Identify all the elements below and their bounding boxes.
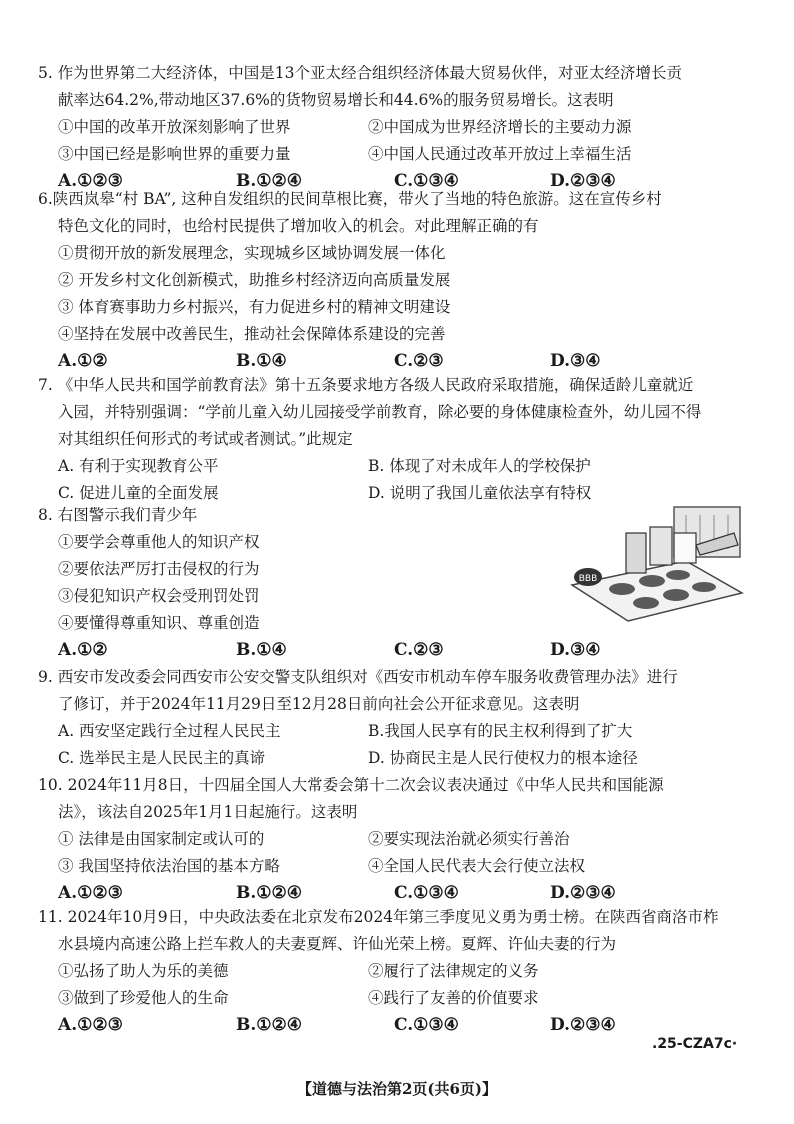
ink-pad xyxy=(633,597,659,609)
options-row xyxy=(38,745,768,772)
options-row xyxy=(38,453,768,480)
paper-code: .25-CZA7c· xyxy=(652,1036,738,1052)
option-b[interactable]: B.①②④ xyxy=(236,171,303,191)
option-c[interactable]: C. 促进儿童的全面发展 xyxy=(58,484,219,502)
statement: ③ 体育赛事助力乡村振兴，有力促进乡村的精神文明建设 xyxy=(58,298,451,316)
statement: ①贯彻开放的新发展理念，实现城乡区域协调发展一体化 xyxy=(58,244,446,262)
statement-row xyxy=(38,853,768,880)
ink-pad xyxy=(692,582,716,592)
option-c[interactable]: C.②③ xyxy=(394,640,444,660)
question-11 xyxy=(38,904,768,1039)
page-footer: 【道德与法治第2页(共6页)】 xyxy=(296,1080,498,1098)
option-a[interactable]: A.①② xyxy=(58,640,108,660)
statement-row xyxy=(38,826,768,853)
question-stem-line: 7. 《中华人民共和国学前教育法》第十五条要求地方各级人民政府采取措施，确保适龄儿童就近 xyxy=(38,376,694,394)
statement: ② 开发乡村文化创新模式，助推乡村经济迈向高质量发展 xyxy=(58,271,451,289)
option-c[interactable]: C.①③④ xyxy=(394,883,459,903)
badge-text: BBB xyxy=(578,574,598,584)
statement: ③ 我国坚持依法治国的基本方略 xyxy=(58,857,280,875)
question-stem-line: 法》，该法自2025年1月1日起施行。这表明 xyxy=(58,803,358,821)
option-b[interactable]: B.①④ xyxy=(236,640,287,660)
option-b[interactable]: B.①④ xyxy=(236,351,287,371)
option-a[interactable]: A.①② xyxy=(58,351,108,371)
statement-row xyxy=(38,985,768,1012)
statement: ②履行了法律规定的义务 xyxy=(368,962,539,980)
option-b[interactable]: B. 体现了对未成年人的学校保护 xyxy=(368,457,591,475)
statement: ④全国人民代表大会行使立法权 xyxy=(368,857,586,875)
statement: ④坚持在发展中改善民生，推动社会保障体系建设的完善 xyxy=(58,325,446,343)
question-stem-line: 入园，并特别强调：“学前儿童入幼儿园接受学前教育，除必要的身体健康检查外，幼儿园不得 xyxy=(58,403,702,421)
question-6 xyxy=(38,186,768,375)
question-stem-line: 10. 2024年11月8日，十四届全国人大常委会第十二次会议表决通过《中华人民共和国能源 xyxy=(38,776,664,794)
question-stem-line: 5. 作为世界第二大经济体，中国是13个亚太经合组织经济体最大贸易伙伴，对亚太经济增长贡 xyxy=(38,64,682,82)
option-b[interactable]: B.①②④ xyxy=(236,883,303,903)
options-row xyxy=(38,348,768,375)
statement-row xyxy=(38,958,768,985)
tray xyxy=(572,561,742,621)
question-5 xyxy=(38,60,768,195)
ink-pad xyxy=(666,570,690,580)
statement: ③中国已经是影响世界的重要力量 xyxy=(58,145,291,163)
question-stem-line: 了修订，并于2024年11月29日至12月28日前向社会公开征求意见。这表明 xyxy=(58,695,580,713)
question-stem-line: 特色文化的同时，也给村民提供了增加收入的机会。对此理解正确的有 xyxy=(58,217,539,235)
options-row xyxy=(38,1012,768,1039)
option-d[interactable]: D.③④ xyxy=(550,351,601,371)
statement: ③侵犯知识产权会受刑罚处罚 xyxy=(58,587,260,605)
statement-row xyxy=(38,141,768,168)
seal-sign xyxy=(674,533,696,563)
option-d[interactable]: D. 协商民主是人民行使权力的根本途径 xyxy=(368,749,638,767)
ink-pad xyxy=(609,583,635,595)
option-c[interactable]: C.②③ xyxy=(394,351,444,371)
option-c[interactable]: C.①③④ xyxy=(394,1015,459,1035)
question-stem-line: 6.陕西岚皋“村 BA”, 这种自发组织的民间草根比赛，带火了当地的特色旅游。这在宣传乡村 xyxy=(38,190,662,208)
option-a[interactable]: A. 有利于实现教育公平 xyxy=(58,457,219,475)
question-stem-line: 对其组织任何形式的考试或者测试。”此规定 xyxy=(58,430,353,448)
options-row xyxy=(38,637,768,664)
statement: ②要依法严厉打击侵权的行为 xyxy=(58,560,260,578)
seal-block xyxy=(650,527,672,565)
statement: ①中国的改革开放深刻影响了世界 xyxy=(58,118,291,136)
statement-row xyxy=(38,114,768,141)
option-d[interactable]: D. 说明了我国儿童依法享有特权 xyxy=(368,484,592,502)
question-stem-line: 9. 西安市发改委会同西安市公安交警支队组织对《西安市机动车停车服务收费管理办法》进行 xyxy=(38,668,678,686)
question-10 xyxy=(38,772,768,907)
statement: ① 法律是由国家制定或认可的 xyxy=(58,830,265,848)
statement: ②要实现法治就必须实行善治 xyxy=(368,830,570,848)
option-b[interactable]: B.我国人民享有的民主权利得到了扩大 xyxy=(368,722,633,740)
statement: ③做到了珍爱他人的生命 xyxy=(58,989,229,1007)
option-d[interactable]: D.②③④ xyxy=(550,171,616,191)
question-stem-line: 水县境内高速公路上拦车救人的夫妻夏辉、许仙光荣上榜。夏辉、许仙夫妻的行为 xyxy=(58,935,617,953)
question-stem-line: 献率达64.2%,带动地区37.6%的货物贸易增长和44.6%的服务贸易增长。这表明 xyxy=(58,91,614,109)
option-c[interactable]: C. 选举民主是人民民主的真谛 xyxy=(58,749,266,767)
question-stem-line: 11. 2024年10月9日，中央政法委在北京发布2024年第三季度见义勇为勇士榜。在陕西省商洛市柞 xyxy=(38,908,719,926)
question-stem-line: 8. 右图警示我们青少年 xyxy=(38,506,198,524)
ink-pad xyxy=(639,575,665,587)
option-a[interactable]: A. 西安坚定践行全过程人民民主 xyxy=(58,722,281,740)
option-a[interactable]: A.①②③ xyxy=(58,1015,123,1035)
option-d[interactable]: D.②③④ xyxy=(550,1015,616,1035)
option-d[interactable]: D.③④ xyxy=(550,640,601,660)
option-a[interactable]: A.①②③ xyxy=(58,883,123,903)
options-row xyxy=(38,880,768,907)
option-b[interactable]: B.①②④ xyxy=(236,1015,303,1035)
statement: ①弘扬了助人为乐的美德 xyxy=(58,962,229,980)
question-7 xyxy=(38,372,768,507)
statement: ④中国人民通过改革开放过上幸福生活 xyxy=(368,145,632,163)
option-d[interactable]: D.②③④ xyxy=(550,883,616,903)
option-a[interactable]: A.①②③ xyxy=(58,171,123,191)
option-c[interactable]: C.①③④ xyxy=(394,171,459,191)
ink-pad xyxy=(663,589,689,601)
statement: ④践行了友善的价值要求 xyxy=(368,989,539,1007)
question-9 xyxy=(38,664,768,772)
statement: ②中国成为世界经济增长的主要动力源 xyxy=(368,118,632,136)
seal-block xyxy=(626,533,646,573)
statement: ①要学会尊重他人的知识产权 xyxy=(58,533,260,551)
stamp-illustration xyxy=(566,505,746,625)
statement: ④要懂得尊重知识、尊重创造 xyxy=(58,614,260,632)
options-row xyxy=(38,718,768,745)
